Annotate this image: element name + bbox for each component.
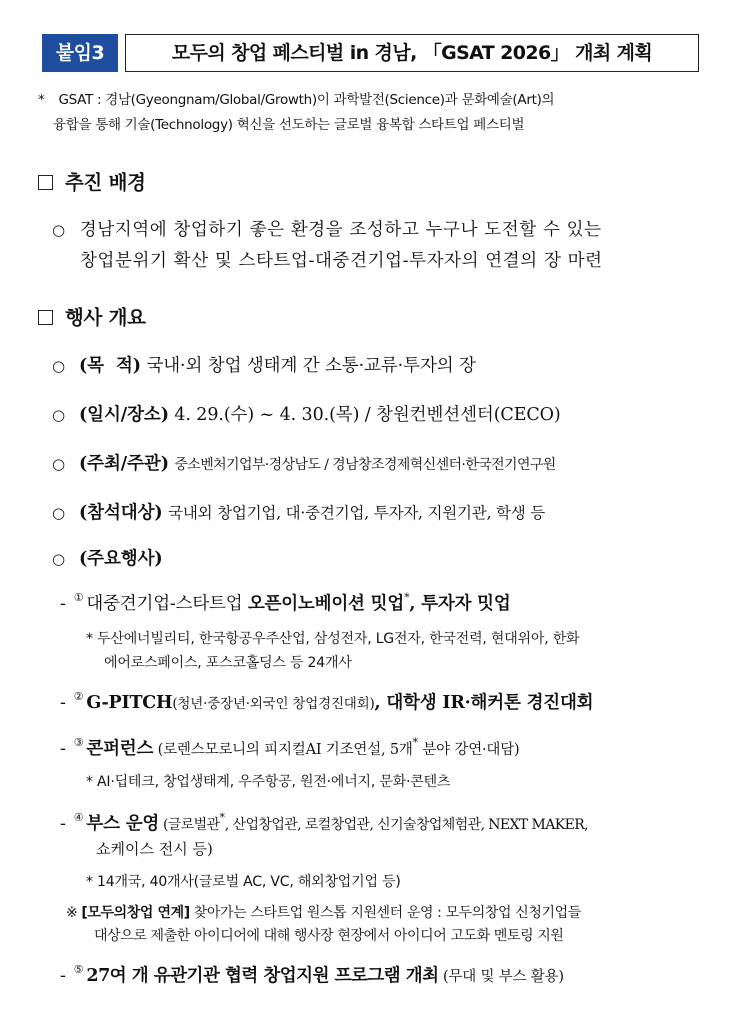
event-3-note: * AI·딥테크, 창업생태계, 우주항공, 원전·에너지, 문화·콘텐츠: [86, 774, 451, 790]
event-number: ④: [73, 811, 84, 824]
event-number: ③: [73, 736, 84, 749]
special-note-label: [모두의창업 연계]: [81, 905, 190, 921]
gsat-note-line2: 융합을 통해 기술(Technology) 혁신을 선도하는 글로벌 융복합 스타트업 페스티벌: [53, 117, 525, 133]
overview-attendee: [52, 499, 545, 524]
gsat-note-line1: [38, 88, 554, 108]
event-3-star: *: [412, 736, 418, 749]
dash: -: [60, 814, 66, 834]
event-3: [60, 735, 520, 760]
event-2-text-a: G-PITCH: [86, 693, 173, 713]
note-star: *: [38, 92, 45, 108]
events-label: (주요행사): [79, 549, 163, 569]
overview-date: [52, 401, 561, 426]
date-value: 4. 29.(수) ~ 4. 30.(목) / 창원컨벤션센터(CECO): [174, 405, 561, 425]
event-5-text-a: 27여 개 유관기관 협력 창업지원 프로그램 개최: [86, 966, 439, 986]
event-number: ⑤: [73, 963, 84, 976]
overview-host: [52, 450, 556, 475]
attendee-label: (참석대상): [79, 503, 163, 523]
purpose-value: 국내·외 창업 생태계 간 소통·교류·투자의 장: [146, 356, 476, 376]
event-1-text-d: , 투자자 밋업: [409, 594, 511, 614]
dash: -: [60, 966, 66, 986]
checkbox-square-icon: [38, 175, 53, 190]
event-1-star: *: [404, 591, 410, 604]
event-1-text-a: 대중견기업-스타트업: [86, 594, 248, 614]
event-1-text-b: 오픈이노베이션 밋업: [247, 594, 405, 614]
page-title: 모두의 창업 페스티벌 in 경남, 「GSAT 2026」 개최 계획: [125, 34, 699, 72]
event-4: [60, 810, 588, 835]
event-4-text-b: (글로벌관: [159, 817, 220, 833]
note-mark-icon: ※: [66, 905, 78, 921]
dash: -: [60, 594, 66, 614]
event-4-note: * 14개국, 40개사(글로벌 AC, VC, 해외창업기업 등): [86, 874, 401, 890]
background-line1: [52, 216, 602, 241]
event-1-note-line2: 에어로스페이스, 포스코홀딩스 등 24개사: [104, 655, 352, 671]
dash: -: [60, 693, 66, 713]
bullet-circle-icon: ○: [52, 504, 65, 522]
event-1-note-line1: * 두산에너빌리티, 한국항공우주산업, 삼성전자, LG전자, 한국전력, 현대위아, 한화: [86, 631, 580, 647]
section-background-heading: 추진 배경: [65, 171, 146, 194]
event-3-text-b: (로렌스모로니의 피지컬AI 기조연설, 5개: [153, 742, 413, 758]
event-5-text-b: (무대 및 부스 활용): [438, 969, 564, 985]
section-overview-heading: 행사 개요: [65, 306, 146, 329]
event-2-text-b: (청년·중장년·외국인 창업경진대회): [172, 696, 375, 712]
background-line2: 창업분위기 확산 및 스타트업-대중견기업-투자자의 연결의 장 마련: [80, 251, 603, 271]
background-text-1: 경남지역에 창업하기 좋은 환경을 조성하고 누구나 도전할 수 있는: [79, 220, 602, 240]
attachment-tag: 붙임3: [42, 34, 118, 72]
bullet-circle-icon: ○: [52, 406, 65, 424]
event-4-text-d: , 산업창업관, 로컬창업관, 신기술창업체험관, NEXT MAKER,: [224, 817, 589, 833]
section-background: [38, 167, 146, 195]
event-2: [60, 689, 593, 714]
attendee-value: 국내외 창업기업, 대·중견기업, 투자자, 지원기관, 학생 등: [168, 504, 546, 522]
special-note-line2: 대상으로 제출한 아이디어에 대해 행사장 현장에서 아이디어 고도화 멘토링 지원: [94, 928, 564, 944]
purpose-label: (목 적): [79, 356, 141, 376]
event-3-text-a: 콘퍼런스: [86, 739, 154, 759]
event-4-line2: 쇼케이스 전시 등): [96, 840, 213, 858]
checkbox-square-icon: [38, 310, 53, 325]
overview-events: [52, 545, 163, 570]
event-number: ②: [73, 690, 84, 703]
event-4-star: *: [219, 811, 225, 824]
special-note-text-1: 찾아가는 스타트업 원스톱 지원센터 운영 : 모두의창업 신청기업들: [189, 905, 581, 921]
bullet-circle-icon: ○: [52, 455, 65, 473]
event-1: [60, 590, 511, 615]
overview-purpose: [52, 352, 476, 377]
note-text-1: GSAT : 경남(Gyeongnam/Global/Growth)이 과학발전(Science)과 문화예술(Art)의: [58, 92, 555, 108]
host-label: (주최/주관): [79, 454, 169, 474]
event-4-text-a: 부스 운영: [86, 814, 160, 834]
event-5: [60, 962, 564, 987]
event-number: ①: [73, 591, 84, 604]
event-3-text-d: 분야 강연·대담): [417, 742, 520, 758]
date-label: (일시/장소): [79, 405, 169, 425]
special-note-line1: [66, 902, 581, 922]
host-value: 중소벤처기업부·경상남도 / 경남창조경제혁신센터·한국전기연구원: [174, 457, 556, 473]
section-overview: [38, 302, 146, 330]
bullet-circle-icon: ○: [52, 357, 65, 375]
dash: -: [60, 739, 66, 759]
event-2-text-c: , 대학생 IR·해커톤 경진대회: [374, 693, 594, 713]
bullet-circle-icon: ○: [52, 550, 65, 568]
bullet-circle-icon: ○: [52, 221, 66, 239]
